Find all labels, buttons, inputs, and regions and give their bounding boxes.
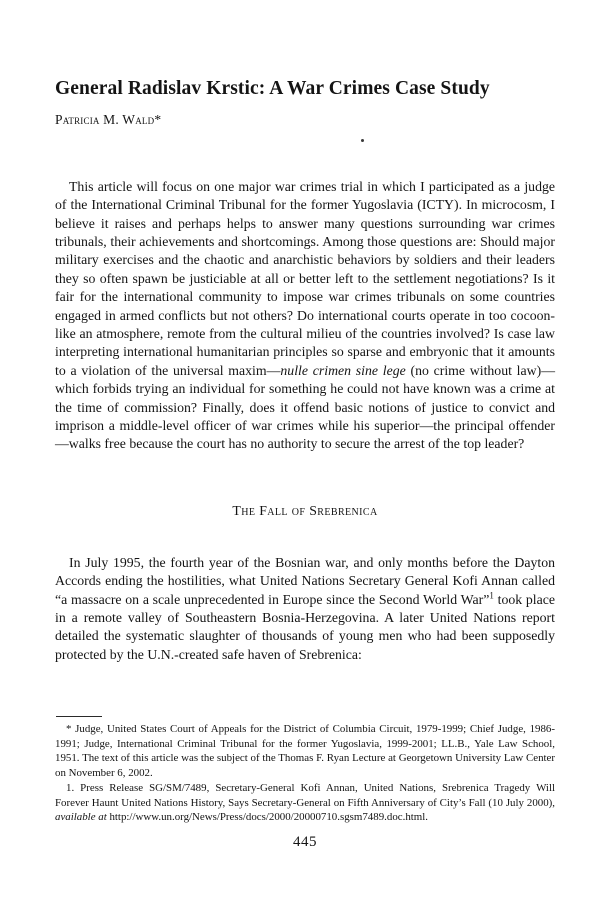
- scan-artifact-dot: [361, 139, 364, 142]
- page-title: General Radislav Krstic: A War Crimes Case Study: [55, 78, 490, 100]
- footnotes-block: [55, 722, 555, 825]
- footnote-separator-rule: [56, 716, 102, 717]
- footnote-star: * Judge, United States Court of Appeals for the District of Columbia Circuit, 1979-1999; Chief Judge, 1986-1991; Judge, International Criminal Tribunal for the former Yugoslavia, 1999-2001; LL.B., Yale Law School, 1951. The text of this article was the subject of the Thomas F. Ryan Lecture at Georgetown University Law Center on November 6, 2002.: [55, 723, 555, 780]
- author-line: Patricia M. Wald*: [55, 112, 162, 127]
- intro-paragraph: This article will focus on one major war crimes trial in which I participated as a judge of the International Criminal Tribunal for the former Yugoslavia (ICTY). In microcosm, I believe it raises and perhaps helps to answer many questions surrounding war crimes tribunals, their achievements and shortcomings. Among those questions are: Should major military exercises and the chaotic and anarchistic behaviors by soldiers and their leaders they so often spawn be justiciable at all or better left to the settlement negotiations? Is it fair for the international community to impose war crimes tribunals on some countries engaged in armed conflicts but not others? Do international courts operate in too cocoon-like an atmosphere, remote from the cultural milieu of the countries involved? Is case law interpreting international humanitarian principles so sparse and embryonic that it amounts to a violation of the universal maxim—nulle crimen sine lege (no crime without law)—which forbids trying an individual for something he could not have known was a crime at the time of commission? Finally, does it offend basic notions of justice to convict and imprison a middle-level officer of war crimes while his superior—the principal offender—walks free because the court has no authority to secure the arrest of the top leader?: [55, 178, 555, 452]
- srebrenica-paragraph: In July 1995, the fourth year of the Bosnian war, and only months before the Dayton Accords ending the hostilities, what United Nations Secretary General Kofi Annan called “a massacre on a scale unprecedented in Europe since the Second World War”$^1$ took place in a remote valley of Southeastern Bosnia-Herzegovina. A later United Nations report detailed the systematic slaughter of thousands of young men who had been supposedly protected by the U.N.-created safe haven of Srebrenica:: [55, 554, 555, 662]
- footnote-1: 1. Press Release SG/SM/7489, Secretary-General Kofi Annan, United Nations, Srebrenica Tragedy Will Forever Haunt United Nations History, Says Secretary-General on Fifth Anniversary of City’s Fall (10 July 2000), available at http://www.un.org/News/Press/docs/2000/20000710.sgsm7489.doc.html.: [55, 781, 555, 824]
- section-heading: The Fall of Srebrenica: [232, 503, 378, 518]
- page-number: 445: [293, 834, 317, 850]
